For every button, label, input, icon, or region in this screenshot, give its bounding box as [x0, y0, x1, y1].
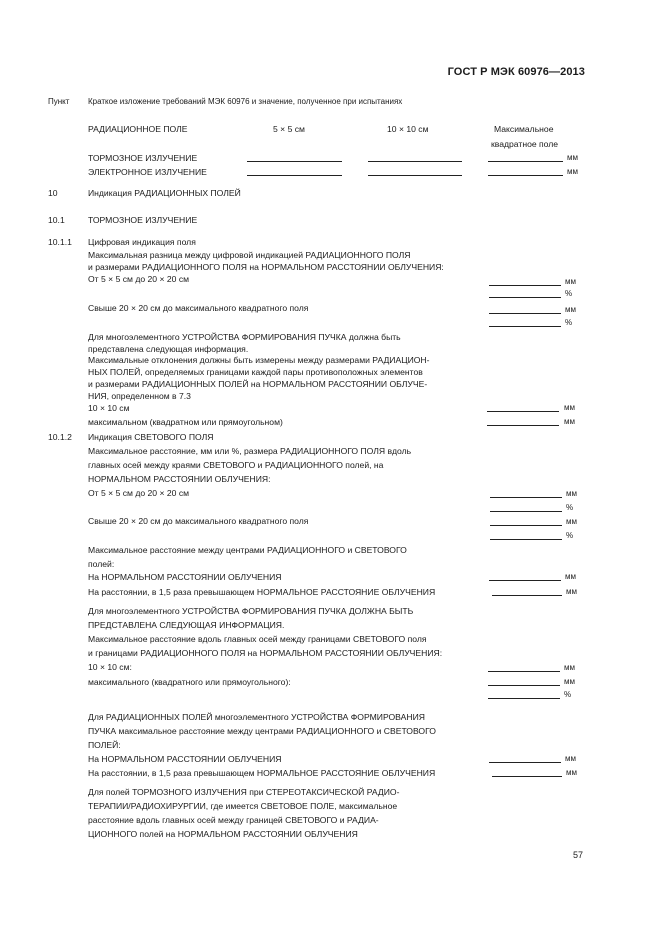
unit-percent: % — [566, 503, 574, 512]
paragraph-line: Максимальное расстояние между центрами РАДИАЦИОННОГО и СВЕТОВОГО — [88, 545, 407, 555]
range-label: Свыше 20 × 20 см до максимального квадратного поля — [88, 516, 309, 526]
blank-field[interactable] — [492, 595, 562, 596]
col-max-line2: квадратное поле — [491, 139, 559, 149]
paragraph-line: НЫХ ПОЛЕЙ, определяемых границами каждой пары противоположных элементов — [88, 367, 423, 377]
paragraph-line: ТЕРАПИИ/РАДИОХИРУРГИИ, где имеется СВЕТОВОЕ ПОЛЕ, максимальное — [88, 801, 398, 811]
blank-field[interactable] — [247, 161, 342, 162]
blank-field[interactable] — [368, 161, 462, 162]
blank-field[interactable] — [489, 762, 561, 763]
blank-field[interactable] — [489, 580, 561, 581]
blank-field[interactable] — [492, 776, 562, 777]
paragraph-line: и границами РАДИАЦИОННОГО ПОЛЯ на НОРМАЛЬНОМ РАССТОЯНИИ ОБЛУЧЕНИЯ: — [88, 648, 443, 658]
col-max-line1: Максимальное — [494, 124, 554, 134]
unit-mm: мм — [566, 587, 577, 596]
range-label: Свыше 20 × 20 см до максимального квадратного поля — [88, 303, 309, 313]
blank-field[interactable] — [490, 511, 562, 512]
blank-field[interactable] — [489, 313, 561, 314]
clause-number: 10.1.1 — [48, 237, 72, 247]
blank-field[interactable] — [487, 425, 559, 426]
unit-percent: % — [566, 531, 574, 540]
unit-mm: мм — [565, 572, 576, 581]
blank-field[interactable] — [490, 539, 562, 540]
unit-mm: мм — [565, 277, 576, 286]
blank-field[interactable] — [489, 285, 561, 286]
paragraph-line: Для РАДИАЦИОННЫХ ПОЛЕЙ многоэлементного УСТРОЙСТВА ФОРМИРОВАНИЯ — [88, 712, 425, 722]
blank-field[interactable] — [488, 685, 560, 686]
radiation-field-label: РАДИАЦИОННОЕ ПОЛЕ — [88, 124, 188, 134]
paragraph-line: Максимальное расстояние вдоль главных осей между границами СВЕТОВОГО поля — [88, 634, 427, 644]
unit-percent: % — [564, 690, 572, 699]
paragraph-line: полей: — [88, 559, 115, 569]
column-header-clause: Пункт — [48, 97, 70, 106]
paragraph-line: Максимальная разница между цифровой индикацией РАДИАЦИОННОГО ПОЛЯ — [88, 250, 411, 260]
distance-label: На НОРМАЛЬНОМ РАССТОЯНИИ ОБЛУЧЕНИЯ — [88, 572, 282, 582]
col-10x10: 10 × 10 см — [387, 124, 429, 134]
size-label: максимального (квадратного или прямоугольного): — [88, 677, 291, 687]
clause-number: 10.1 — [48, 215, 65, 225]
unit-mm: мм — [564, 417, 575, 426]
paragraph-line: и размерами РАДИАЦИОННОГО ПОЛЯ на НОРМАЛЬНОМ РАССТОЯНИИ ОБЛУЧЕНИЯ: — [88, 262, 444, 272]
clause-number: 10 — [48, 188, 58, 198]
paragraph-line: и размерами РАДИАЦИОННЫХ ПОЛЕЙ на НОРМАЛЬНОМ РАССТОЯНИИ ОБЛУЧЕ- — [88, 379, 428, 389]
col-5x5: 5 × 5 см — [273, 124, 305, 134]
blank-field[interactable] — [490, 525, 562, 526]
blank-field[interactable] — [487, 411, 559, 412]
range-label: От 5 × 5 см до 20 × 20 см — [88, 488, 190, 498]
paragraph-line: расстояние вдоль главных осей между границей СВЕТОВОГО и РАДИА- — [88, 815, 379, 825]
blank-field[interactable] — [488, 175, 563, 176]
blank-field[interactable] — [247, 175, 342, 176]
clause-title: Индикация СВЕТОВОГО ПОЛЯ — [88, 432, 214, 442]
column-header-summary: Краткое изложение требований МЭК 60976 и значение, полученное при испытаниях — [88, 97, 403, 106]
paragraph-line: ПУЧКА максимальное расстояние между центрами РАДИАЦИОННОГО и СВЕТОВОГО — [88, 726, 436, 736]
page-number: 57 — [573, 850, 584, 860]
unit-percent: % — [565, 318, 573, 327]
paragraph-line: Для полей ТОРМОЗНОГО ИЗЛУЧЕНИЯ при СТЕРЕОТАКСИЧЕСКОЙ РАДИО- — [88, 787, 400, 797]
paragraph-line: ПРЕДСТАВЛЕНА СЛЕДУЮЩАЯ ИНФОРМАЦИЯ. — [88, 620, 285, 630]
distance-label: На расстоянии, в 1,5 раза превышающем НОРМАЛЬНОЕ РАССТОЯНИЕ ОБЛУЧЕНИЯ — [88, 768, 436, 778]
row-electron: ЭЛЕКТРОННОЕ ИЗЛУЧЕНИЕ — [88, 167, 207, 177]
size-label: максимальном (квадратном или прямоугольном) — [88, 417, 283, 427]
clause-title: Индикация РАДИАЦИОННЫХ ПОЛЕЙ — [88, 188, 241, 198]
unit-mm: мм — [564, 403, 575, 412]
distance-label: На НОРМАЛЬНОМ РАССТОЯНИИ ОБЛУЧЕНИЯ — [88, 754, 282, 764]
paragraph-line: НИЯ, определенном в 7.3 — [88, 391, 191, 401]
paragraph-line: представлена следующая информация. — [88, 344, 249, 354]
unit-mm: мм — [565, 754, 576, 763]
size-label: 10 × 10 см: — [88, 662, 132, 672]
paragraph-line: ПОЛЕЙ: — [88, 740, 121, 750]
blank-field[interactable] — [488, 698, 560, 699]
unit-mm: мм — [564, 677, 575, 686]
unit-mm: мм — [565, 305, 576, 314]
paragraph-line: ЦИОННОГО полей на НОРМАЛЬНОМ РАССТОЯНИИ ОБЛУЧЕНИЯ — [88, 829, 358, 839]
unit-percent: % — [565, 289, 573, 298]
blank-field[interactable] — [489, 297, 561, 298]
unit-mm: мм — [567, 153, 578, 162]
clause-title: Цифровая индикация поля — [88, 237, 196, 247]
unit-mm: мм — [564, 663, 575, 672]
paragraph-line: Максимальные отклонения должны быть измерены между размерами РАДИАЦИОН- — [88, 355, 430, 365]
distance-label: На расстоянии, в 1,5 раза превышающем НОРМАЛЬНОЕ РАССТОЯНИЕ ОБЛУЧЕНИЯ — [88, 587, 436, 597]
blank-field[interactable] — [490, 497, 562, 498]
unit-mm: мм — [566, 517, 577, 526]
document-header-title: ГОСТ Р МЭК 60976—2013 — [447, 66, 585, 78]
clause-number: 10.1.2 — [48, 432, 72, 442]
unit-mm: мм — [567, 167, 578, 176]
paragraph-line: главных осей между краями СВЕТОВОГО и РАДИАЦИОННОГО полей, на — [88, 460, 384, 470]
blank-field[interactable] — [489, 326, 561, 327]
unit-mm: мм — [566, 768, 577, 777]
paragraph-line: Для многоэлементного УСТРОЙСТВА ФОРМИРОВАНИЯ ПУЧКА должна быть — [88, 332, 401, 342]
blank-field[interactable] — [488, 161, 563, 162]
unit-mm: мм — [566, 489, 577, 498]
clause-title: ТОРМОЗНОЕ ИЗЛУЧЕНИЕ — [88, 215, 198, 225]
paragraph-line: Максимальное расстояние, мм или %, размера РАДИАЦИОННОГО ПОЛЯ вдоль — [88, 446, 412, 456]
size-label: 10 × 10 см — [88, 403, 130, 413]
paragraph-line: НОРМАЛЬНОМ РАССТОЯНИИ ОБЛУЧЕНИЯ: — [88, 474, 271, 484]
paragraph-line: Для многоэлементного УСТРОЙСТВА ФОРМИРОВАНИЯ ПУЧКА ДОЛЖНА БЫТЬ — [88, 606, 414, 616]
range-label: От 5 × 5 см до 20 × 20 см — [88, 274, 190, 284]
row-bremsstrahlung: ТОРМОЗНОЕ ИЗЛУЧЕНИЕ — [88, 153, 198, 163]
blank-field[interactable] — [488, 671, 560, 672]
blank-field[interactable] — [368, 175, 462, 176]
